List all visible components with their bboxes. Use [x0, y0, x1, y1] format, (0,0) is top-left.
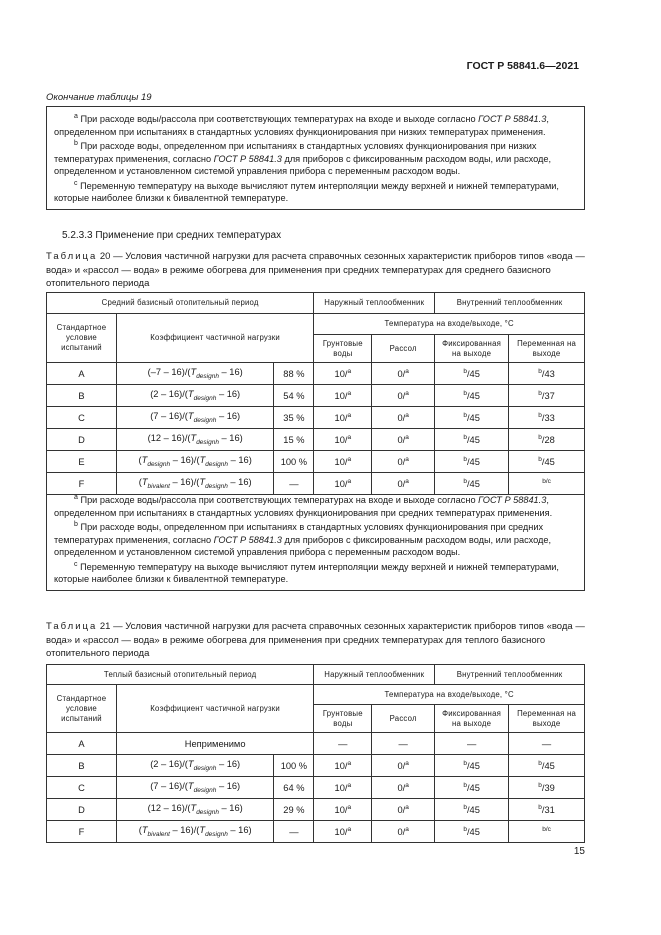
table-row: A Неприменимо — — — — [47, 733, 585, 755]
table-row: F $(T_{bivalent} - 16)/(T_{designh} - 16)$ — 10/$^a$ 0/$^a$ $^b$/45 $^{b/c}$ [47, 473, 585, 495]
note-c: $^c$ Переменную температуру на выходе вычисляют путем интерполяции между верхней и нижней температурами, которые наиболее близки к бивалентной температуре. [54, 560, 559, 585]
table21-caption: Таблица 21 — Условия частичной нагрузки для расчета справочных сезонных характеристик приборов типов «вода — вода» и «рассол — вода» в режиме обогрева для применения при средних температурах для теплого базисного отопительного периода [46, 621, 585, 659]
note-c: $^c$ Переменную температуру на выходе вычисляют путем интерполяции между верхней и нижней температурами, которые наиболее близки к бивалентной температуре. [54, 179, 559, 204]
note-a: $^a$ При расходе воды/рассола при соответствующих температурах на входе и выходе согласно ГОСТ Р 58841.3, определенном при испытаниях в стандартных условиях функционирования при средних температурах применения. [54, 494, 553, 518]
table-row: B $(2 - 16)/(T_{designh} - 16)$ 100 % 10/$^a$ 0/$^a$ $^b$/45 $^b$/45 [47, 755, 585, 777]
table-row: D $(12 - 16)/(T_{designh} - 16)$ 15 % 10/$^a$ 0/$^a$ $^b$/45 $^b$/28 [47, 429, 585, 451]
table-row: B $(2 - 16)/(T_{designh} - 16)$ 54 % 10/$^a$ 0/$^a$ $^b$/45 $^b$/37 [47, 385, 585, 407]
note-a: $^a$ При расходе воды/рассола при соответствующих температурах на входе и выходе согласно ГОСТ Р 58841.3, определенном при испытаниях в стандартных условиях функционирования при низких температурах применения. [54, 113, 549, 137]
note-b: $^b$ При расходе воды, определенном при испытаниях в стандартных условиях функционирования при средних температурах применения, согласно ГОСТ Р 58841.3 для приборов с фиксированным расходом воды, или расходе, определенном и установленном системой управления прибора с переменным расходом воды. [54, 521, 552, 558]
table21: Теплый базисный отопительный период Наружный теплообменник Внутренний теплообменник Стандартное условие испытаний Коэффициент частичной нагрузки Температура на входе/выходе, °С Грунтовые воды Рассол Фиксированная на выходе Переменная на выходе A Неприменимо — — — — B $(2 - 16)/(T_{designh} - 16)$ 100 % 10/$^a$ 0/$^a$ $^b$/45 $^b$/45 C $(7 - 16)/(T_{designh} - 16)$ 64 % 10/$^a$ 0/$^a$ $^b$/45 $^b$/39 D $(12 - 16)/(T_{designh} - 16)$ 29 % 10/$^a$ 0/$^a$ $^b$/45 $^b$/31 F $(T_{bivalent} - 16)/(T_{designh} - 16)$ — 10/$^a$ 0/$^a$ $^b$/45 $^{b/c}$ [46, 664, 585, 843]
table-row: A $(-7 - 16)/(T_{designh} - 16)$ 88 % 10/$^a$ 0/$^a$ $^b$/45 $^b$/43 [47, 363, 585, 385]
table-row: C $(7 - 16)/(T_{designh} - 16)$ 35 % 10/$^a$ 0/$^a$ $^b$/45 $^b$/33 [47, 407, 585, 429]
table-continuation-label: Окончание таблицы 19 [46, 92, 152, 103]
page-number: 15 [573, 846, 585, 857]
table-row: D $(12 - 16)/(T_{designh} - 16)$ 29 % 10/$^a$ 0/$^a$ $^b$/45 $^b$/31 [47, 799, 585, 821]
table-row: C $(7 - 16)/(T_{designh} - 16)$ 64 % 10/$^a$ 0/$^a$ $^b$/45 $^b$/39 [47, 777, 585, 799]
note-b: $^b$ При расходе воды, определенном при испытаниях в стандартных условиях функционирования при низких температурах применения, согласно ГОСТ Р 58841.3 для приборов с фиксированным расходом воды, или расходе, определенном и установленном системой управления прибора с переменным расходом воды. [54, 140, 552, 177]
table-row: F $(T_{bivalent} - 16)/(T_{designh} - 16)$ — 10/$^a$ 0/$^a$ $^b$/45 $^{b/c}$ [47, 821, 585, 843]
table20-caption: Таблица 20 — Условия частичной нагрузки для расчета справочных сезонных характеристик приборов типов «вода — вода» и «рассол — вода» в режиме обогрева для применения при средних температурах для среднего базисного отопительного периода [46, 251, 585, 289]
table19-notes [46, 106, 585, 210]
section-heading: 5.2.3.3 Применение при средних температурах [62, 230, 282, 241]
table20: Средний базисный отопительный период Наружный теплообменник Внутренний теплообменник Стандартное условие испытаний Коэффициент частичной нагрузки Температура на входе/выходе, °С Грунтовые воды Рассол Фиксированная на выходе Переменная на выходе A $(-7 - 16)/(T_{designh} - 16)$ 88 % 10/$^a$ 0/$^a$ $^b$/45 $^b$/43 B $(2 - 16)/(T_{designh} - 16)$ 54 % 10/$^a$ 0/$^a$ $^b$/45 $^b$/37 C $(7 - 16)/(T_{designh} - 16)$ 35 % 10/$^a$ 0/$^a$ $^b$/45 $^b$/33 D $(12 - 16)/(T_{designh} - 16)$ 15 % 10/$^a$ 0/$^a$ $^b$/45 $^b$/28 E $(T_{designh} - 16)/(T_{designh} - 16)$ 100 % 10/$^a$ 0/$^a$ $^b$/45 $^b$/45 F $(T_{bivalent} - 16)/(T_{designh} - 16)$ — 10/$^a$ 0/$^a$ $^b$/45 $^{b/c}$ [46, 292, 585, 495]
table-row: E $(T_{designh} - 16)/(T_{designh} - 16)$ 100 % 10/$^a$ 0/$^a$ $^b$/45 $^b$/45 [47, 451, 585, 473]
document-header: ГОСТ Р 58841.6—2021 [466, 60, 579, 72]
table20-notes [46, 488, 585, 591]
